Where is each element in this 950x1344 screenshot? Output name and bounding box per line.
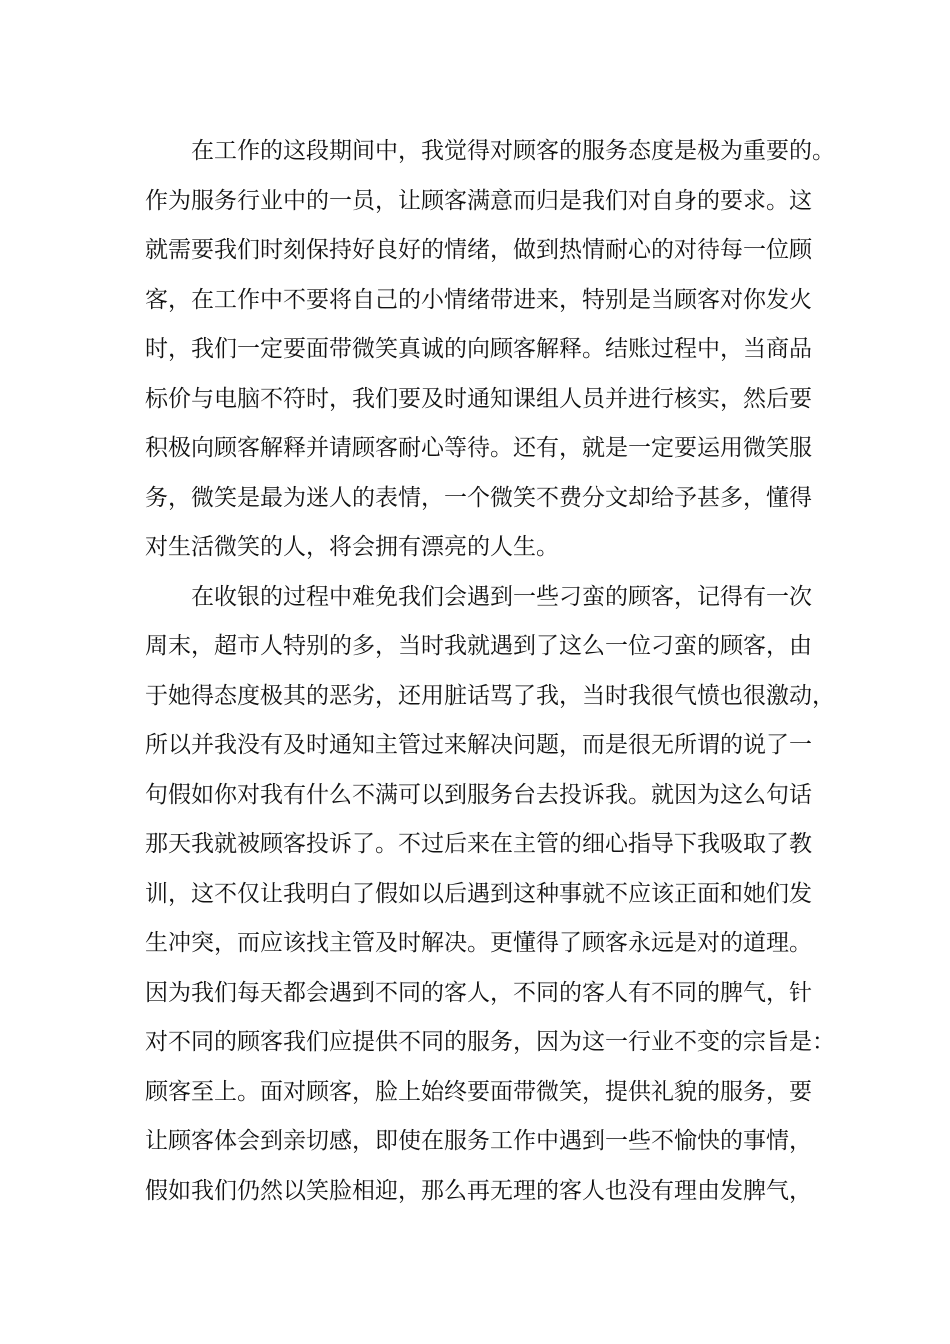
- paragraph-2-line-2: 周末，超市人特别的多，当时我就遇到了这么一位刁蛮的顾客，由: [145, 633, 812, 659]
- paragraph-2-line-5: 句假如你对我有什么不满可以到服务台去投诉我。就因为这么句话: [145, 781, 812, 808]
- paragraph-1-line-9: 对生活微笑的人，将会拥有漂亮的人生。: [145, 534, 559, 560]
- paragraph-1-line-7: 积极向顾客解释并请顾客耐心等待。还有，就是一定要运用微笑服: [145, 435, 812, 461]
- paragraph-2-line-10: 对不同的顾客我们应提供不同的服务，因为这一行业不变的宗旨是：: [145, 1029, 835, 1055]
- paragraph-1-line-3: 就需要我们时刻保持好良好的情绪，做到热情耐心的对待每一位顾: [145, 237, 812, 263]
- paragraph-2-line-4: 所以并我没有及时通知主管过来解决问题，而是很无所谓的说了一: [145, 732, 812, 758]
- body-text: [145, 127, 835, 1216]
- paragraph-2-line-6: 那天我就被顾客投诉了。不过后来在主管的细心指导下我吸取了教: [145, 831, 812, 857]
- paragraph-2-line-7: 训，这不仅让我明白了假如以后遇到这种事就不应该正面和她们发: [145, 880, 812, 907]
- paragraph-2-line-12: 让顾客体会到亲切感，即使在服务工作中遇到一些不愉快的事情，: [145, 1128, 812, 1154]
- paragraph-1-line-2: 作为服务行业中的一员，让顾客满意而归是我们对自身的要求。这: [145, 187, 812, 214]
- paragraph-1-line-1: 在工作的这段期间中，我觉得对顾客的服务态度是极为重要的。: [191, 138, 835, 164]
- paragraph-1-line-8: 务，微笑是最为迷人的表情，一个微笑不费分文却给予甚多，懂得: [145, 484, 812, 511]
- paragraph-1-line-6: 标价与电脑不符时，我们要及时通知课组人员并进行核实，然后要: [145, 385, 812, 412]
- paragraph-1-line-5: 时，我们一定要面带微笑真诚的向顾客解释。结账过程中，当商品: [145, 336, 812, 362]
- paragraph-2-line-3: 于她得态度极其的恶劣，还用脏话骂了我，当时我很气愤也很激动，: [145, 682, 835, 709]
- paragraph-2-line-13: 假如我们仍然以笑脸相迎，那么再无理的客人也没有理由发脾气，: [145, 1177, 812, 1204]
- paragraph-2-line-9: 因为我们每天都会遇到不同的客人，不同的客人有不同的脾气，针: [145, 979, 812, 1006]
- paragraph-1-line-4: 客，在工作中不要将自己的小情绪带进来，特别是当顾客对你发火: [145, 286, 812, 313]
- paragraph-2-line-11: 顾客至上。面对顾客，脸上始终要面带微笑，提供礼貌的服务，要: [145, 1078, 812, 1105]
- paragraph-2-line-1: 在收银的过程中难免我们会遇到一些刁蛮的顾客，记得有一次: [191, 583, 812, 610]
- paragraph-2-line-8: 生冲突，而应该找主管及时解决。更懂得了顾客永远是对的道理。: [145, 930, 812, 956]
